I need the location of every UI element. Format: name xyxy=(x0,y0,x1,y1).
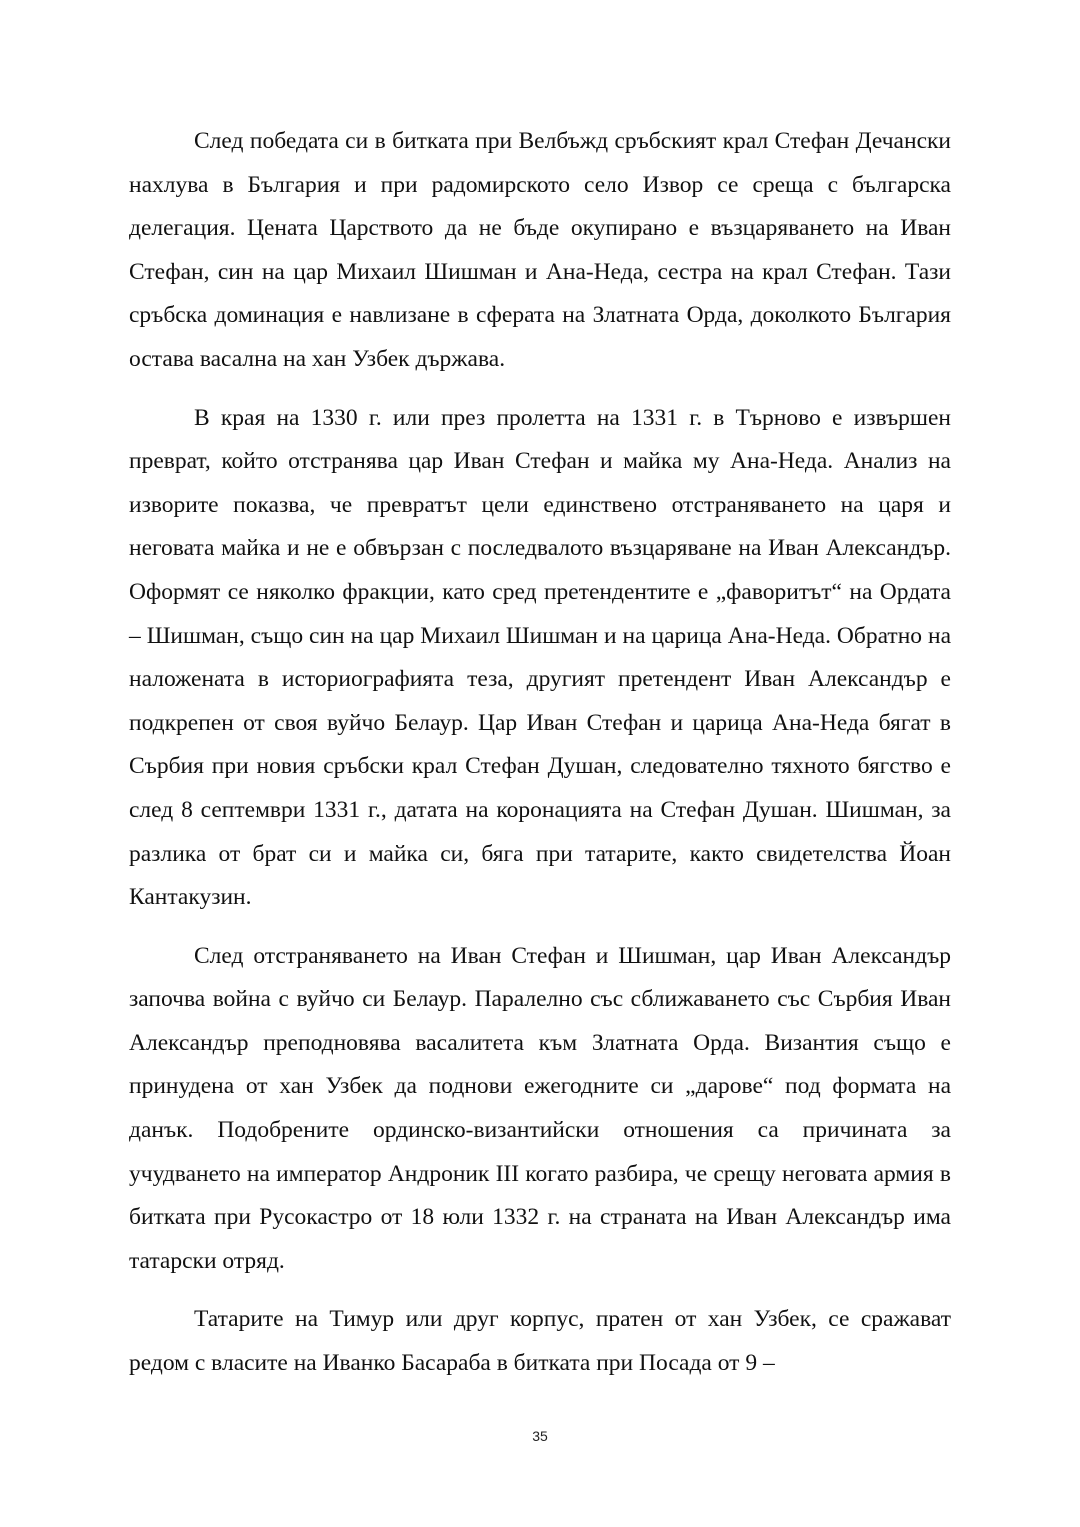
paragraph: В края на 1330 г. или през пролетта на 1331 г. в Търново е извършен преврат, който отстранява цар Иван Стефан и майка му Ана-Неда. Анализ на изворите показва, че превратът цели единствено отстраняването на царя и неговата майка и не е обвързан с последвалото възцаряване на Иван Александър. Оформят се няколко фракции, като сред претендентите е „фаворитът“ на Ордата – Шишман, също син на цар Михаил Шишман и на царица Ана-Неда. Обратно на наложената в историографията теза, другият претендент Иван Александър е подкрепен от своя вуйчо Белаур. Цар Иван Стефан и царица Ана-Неда бягат в Сърбия при новия сръбски крал Стефан Душан, следователно тяхното бягство е след 8 септември 1331 г., датата на коронацията на Стефан Душан. Шишман, за разлика от брат си и майка си, бяга при татарите, както свидетелства Йоан Кантакузин. xyxy=(129,404,951,911)
document-body xyxy=(129,120,951,1401)
page-number: 35 xyxy=(532,1428,548,1444)
paragraph: Татарите на Тимур или друг корпус, пратен от хан Узбек, се сражават редом с власите на Иванко Басараба в битката при Посада от 9 – xyxy=(129,1306,951,1377)
paragraph: След отстраняването на Иван Стефан и Шишман, цар Иван Александър започва война с вуйчо си Белаур. Паралелно със сближаването със Сърбия Иван Александър преподновява васалитета към Златната Орда. Византия също е принудена от хан Узбек да поднови ежегодните си „дарове“ под формата на данък. Подобрените ординско-византийски отношения са причината за учудването на император Андроник III когато разбира, че срещу неговата армия в битката при Русокастро от 18 юли 1332 г. на страната на Иван Александър има татарски отряд. xyxy=(129,942,951,1274)
paragraph: След победата си в битката при Велбъжд сръбският крал Стефан Дечански нахлува в България и при радомирското село Извор се среща с българска делегация. Цената Царството да не бъде окупирано е възцаряването на Иван Стефан, син на цар Михаил Шишман и Ана-Неда, сестра на крал Стефан. Тази сръбска доминация е навлизане в сферата на Златната Орда, доколкото България остава васална на хан Узбек държава. xyxy=(129,128,951,372)
